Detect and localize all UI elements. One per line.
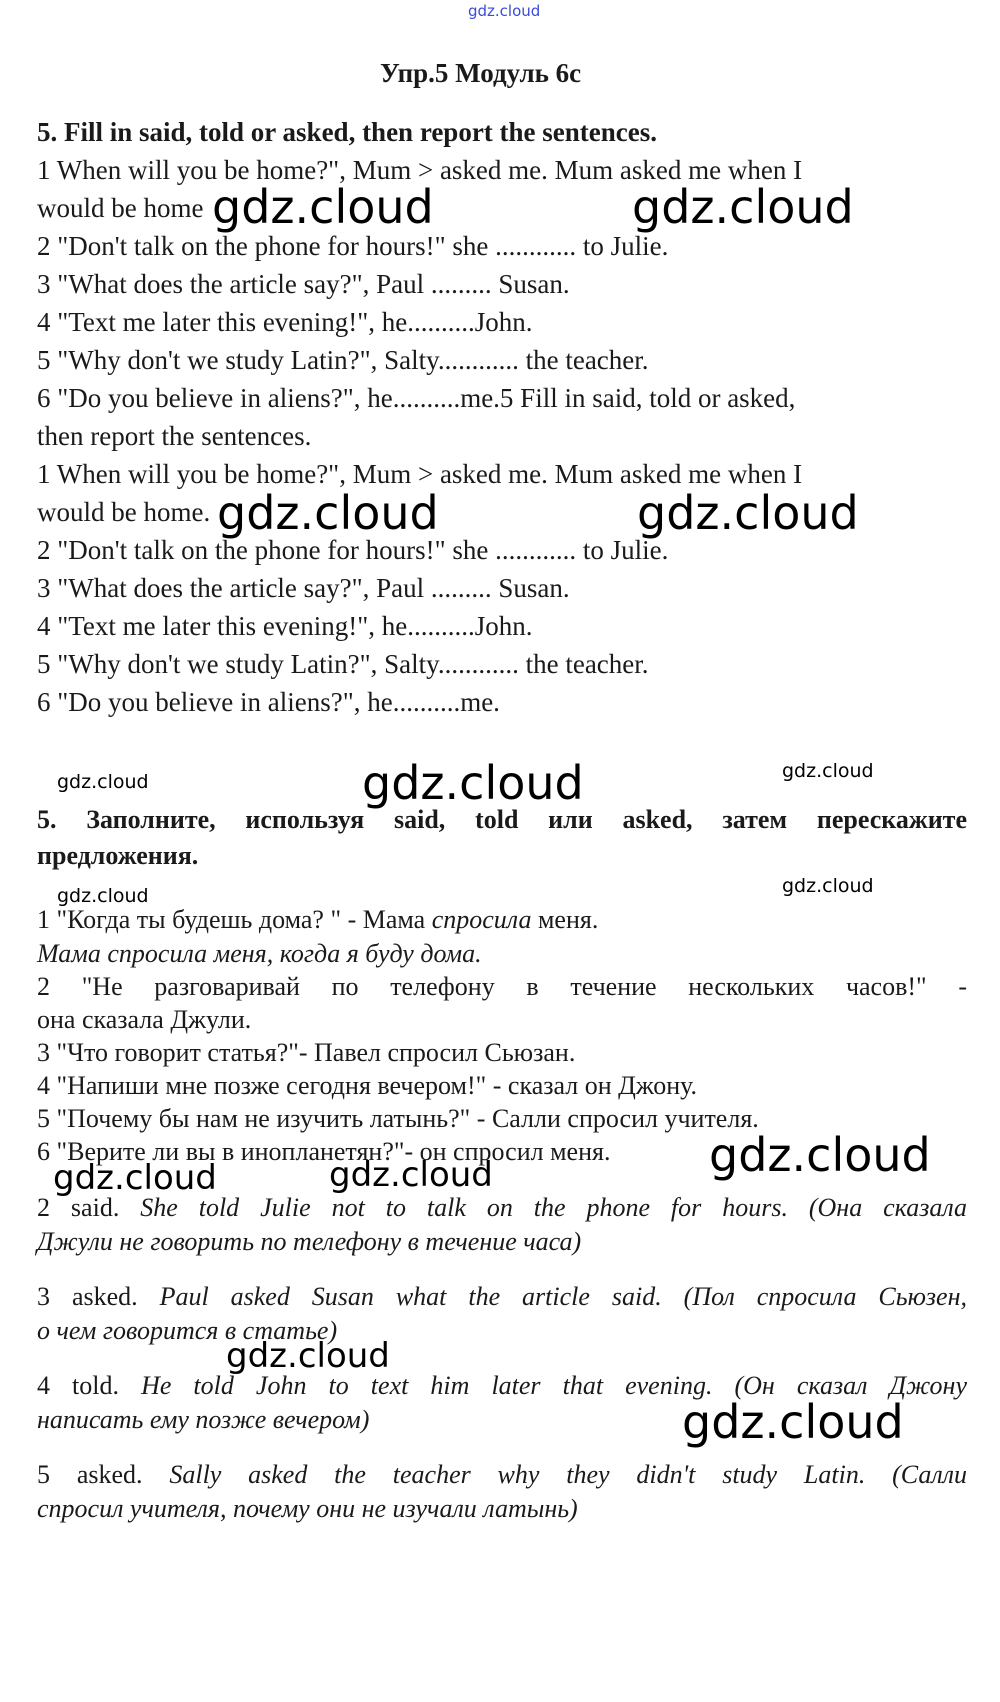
task-en-line: then report the sentences. bbox=[37, 421, 312, 451]
task-en-line: 2 "Don't talk on the phone for hours!" she ............ to Julie. bbox=[37, 231, 669, 261]
answer-text: He told John to text him later that evening. (Он сказал Джону bbox=[141, 1371, 967, 1400]
answer-line bbox=[37, 1282, 967, 1312]
task-en-line: would be home bbox=[37, 193, 204, 223]
task-ru-line: 5 "Почему бы нам не изучить латынь?" - Салли спросил учителя. bbox=[37, 1104, 759, 1133]
answer-line: Джули не говорить по телефону в течение часа) bbox=[37, 1227, 582, 1256]
answer-num: 4 told. bbox=[37, 1371, 142, 1400]
task-ru-line: 2 "Не разговаривай по телефону в течение нескольких часов!" - bbox=[37, 972, 967, 1001]
text-part: 1 "Когда ты будешь дома? " - Мама bbox=[37, 905, 432, 934]
task-en-line: would be home. bbox=[37, 497, 211, 527]
watermark: gdz.cloud bbox=[637, 486, 859, 540]
watermark: gdz.cloud bbox=[329, 1155, 493, 1195]
task-ru-line bbox=[37, 905, 598, 935]
answer-text: Paul asked Susan what the article said. (Пол спросила Сьюзен, bbox=[159, 1282, 967, 1311]
watermark: gdz.cloud bbox=[212, 180, 434, 234]
task-ru-line: 3 "Что говорит статья?"- Павел спросил Сьюзан. bbox=[37, 1038, 576, 1067]
answer-num: 5 asked. bbox=[37, 1460, 170, 1489]
text-part: меня. bbox=[531, 905, 599, 934]
watermark: gdz.cloud bbox=[682, 1395, 904, 1449]
answer-num: 3 asked. bbox=[37, 1282, 160, 1311]
task-ru-line: 6 "Верите ли вы в инопланетян?"- он спросил меня. bbox=[37, 1137, 611, 1166]
answer-text: Sally asked the teacher why they didn't study Latin. (Салли bbox=[169, 1460, 967, 1489]
task-ru-title: предложения. bbox=[37, 841, 199, 870]
task-en-line: 6 "Do you believe in aliens?", he..........me.5 Fill in said, told or asked, bbox=[37, 383, 796, 413]
watermark: gdz.cloud bbox=[782, 875, 874, 897]
watermark: gdz.cloud bbox=[57, 885, 149, 907]
text-part: спросила bbox=[431, 905, 532, 934]
watermark: gdz.cloud bbox=[53, 1158, 217, 1198]
watermark: gdz.cloud bbox=[57, 771, 149, 793]
watermark: gdz.cloud bbox=[362, 756, 584, 810]
task-ru-title: 5. Заполните, используя said, told или asked, затем перескажите bbox=[37, 805, 967, 834]
answer-line: спросил учителя, почему они не изучали латынь) bbox=[37, 1494, 578, 1523]
task-en-line: 6 "Do you believe in aliens?", he..........me. bbox=[37, 687, 500, 717]
watermark: gdz.cloud bbox=[226, 1336, 390, 1376]
answer-line: о чем говорится в статье) bbox=[37, 1316, 338, 1345]
watermark: gdz.cloud bbox=[782, 760, 874, 782]
task-en-line: 3 "What does the article say?", Paul ......... Susan. bbox=[37, 573, 570, 603]
task-en-line: 1 When will you be home?", Mum > asked me. Mum asked me when I bbox=[37, 155, 803, 185]
task-en-line: 5 "Why don't we study Latin?", Salty............ the teacher. bbox=[37, 649, 649, 679]
watermark: gdz.cloud bbox=[709, 1128, 931, 1182]
task-en-line: 4 "Text me later this evening!", he..........John. bbox=[37, 611, 533, 641]
task-ru-line: Мама спросила меня, когда я буду дома. bbox=[37, 939, 482, 968]
task-en-title: 5. Fill in said, told or asked, then report the sentences. bbox=[37, 117, 658, 147]
task-ru-line: она сказала Джули. bbox=[37, 1005, 252, 1034]
task-en-line: 4 "Text me later this evening!", he..........John. bbox=[37, 307, 533, 337]
task-ru-line: 4 "Напиши мне позже сегодня вечером!" - сказал он Джону. bbox=[37, 1071, 698, 1100]
task-en-line: 3 "What does the article say?", Paul ......... Susan. bbox=[37, 269, 570, 299]
page-title: Упр.5 Модуль 6с bbox=[380, 58, 582, 88]
task-en-line: 1 When will you be home?", Mum > asked me. Mum asked me when I bbox=[37, 459, 803, 489]
top-watermark: gdz.cloud bbox=[468, 2, 541, 20]
task-en-line: 5 "Why don't we study Latin?", Salty............ the teacher. bbox=[37, 345, 649, 375]
answer-num: 2 said. bbox=[37, 1193, 141, 1222]
answer-text: She told Julie not to talk on the phone for hours. (Она сказала bbox=[140, 1193, 967, 1222]
watermark: gdz.cloud bbox=[217, 486, 439, 540]
watermark: gdz.cloud bbox=[632, 180, 854, 234]
task-en-line: 2 "Don't talk on the phone for hours!" she ............ to Julie. bbox=[37, 535, 669, 565]
answer-line: написать ему позже вечером) bbox=[37, 1405, 370, 1434]
answer-line bbox=[37, 1460, 967, 1490]
